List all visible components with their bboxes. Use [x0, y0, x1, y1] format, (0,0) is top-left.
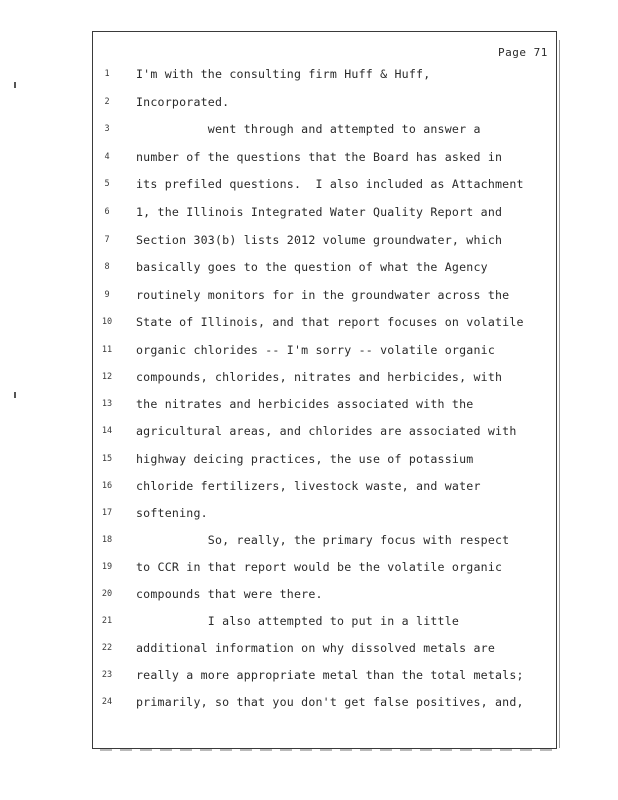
- transcript-line: [0, 665, 618, 685]
- line-text: So, really, the primary focus with respect: [136, 533, 510, 547]
- line-number: 13: [101, 399, 113, 409]
- transcript-line: [0, 557, 618, 577]
- line-text: primarily, so that you don't get false positives, and,: [136, 695, 524, 709]
- line-text: to CCR in that report would be the volatile organic: [136, 560, 503, 574]
- line-number: 20: [101, 589, 113, 599]
- line-number: 21: [101, 616, 113, 626]
- line-number: 11: [101, 345, 113, 355]
- line-text: additional information on why dissolved metals are: [136, 641, 496, 655]
- line-number: 19: [101, 562, 113, 572]
- transcript-line: [0, 147, 618, 167]
- line-text: I also attempted to put in a little: [136, 614, 460, 628]
- line-number: 5: [104, 179, 110, 189]
- line-number: 18: [101, 535, 113, 545]
- line-text: organic chlorides -- I'm sorry -- volatile organic: [136, 343, 496, 357]
- line-text: Incorporated.: [136, 95, 230, 109]
- transcript-line: [0, 638, 618, 658]
- line-number: 10: [101, 317, 113, 327]
- transcript-line: [0, 476, 618, 496]
- line-number: 3: [104, 124, 110, 134]
- page-number: Page 71: [498, 46, 548, 59]
- line-text: chloride fertilizers, livestock waste, and water: [136, 479, 481, 493]
- transcript-line: [0, 119, 618, 139]
- transcript-line: [0, 64, 618, 84]
- transcript-line: [0, 530, 618, 550]
- line-text: softening.: [136, 506, 208, 520]
- line-text: basically goes to the question of what the Agency: [136, 260, 488, 274]
- line-number: 17: [101, 508, 113, 518]
- line-text: its prefiled questions. I also included as Attachment: [136, 177, 524, 191]
- line-number: 15: [101, 454, 113, 464]
- line-text: went through and attempted to answer a: [136, 122, 481, 136]
- line-number: 24: [101, 697, 113, 707]
- line-text: number of the questions that the Board has asked in: [136, 150, 503, 164]
- transcript-line: [0, 449, 618, 469]
- line-number: 2: [104, 97, 110, 107]
- line-number: 6: [104, 207, 110, 217]
- line-number: 22: [101, 643, 113, 653]
- line-text: really a more appropriate metal than the total metals;: [136, 668, 524, 682]
- transcript-line: [0, 394, 618, 414]
- transcript-line: [0, 257, 618, 277]
- line-text: Section 303(b) lists 2012 volume groundwater, which: [136, 233, 503, 247]
- line-number: 14: [101, 426, 113, 436]
- transcript-line: [0, 340, 618, 360]
- transcript-line: [0, 92, 618, 112]
- transcript-line: [0, 202, 618, 222]
- line-text: I'm with the consulting firm Huff & Huff,: [136, 67, 431, 81]
- line-text: compounds, chlorides, nitrates and herbicides, with: [136, 370, 503, 384]
- line-number: 1: [104, 69, 110, 79]
- line-text: the nitrates and herbicides associated with the: [136, 397, 474, 411]
- line-number: 8: [104, 262, 110, 272]
- transcript-line: [0, 367, 618, 387]
- line-text: compounds that were there.: [136, 587, 323, 601]
- transcript-line: [0, 692, 618, 712]
- line-number: 7: [104, 235, 110, 245]
- line-text: State of Illinois, and that report focuses on volatile: [136, 315, 524, 329]
- line-text: 1, the Illinois Integrated Water Quality Report and: [136, 205, 503, 219]
- line-number: 23: [101, 670, 113, 680]
- line-number: 4: [104, 152, 110, 162]
- transcript-line: [0, 230, 618, 250]
- line-number: 16: [101, 481, 113, 491]
- line-number: 9: [104, 290, 110, 300]
- transcript-line: [0, 611, 618, 631]
- transcript-line: [0, 285, 618, 305]
- line-text: routinely monitors for in the groundwater across the: [136, 288, 510, 302]
- line-text: agricultural areas, and chlorides are associated with: [136, 424, 517, 438]
- transcript-line: [0, 421, 618, 441]
- transcript-line: [0, 503, 618, 523]
- line-text: highway deicing practices, the use of potassium: [136, 452, 474, 466]
- transcript-line: [0, 312, 618, 332]
- line-number: 12: [101, 372, 113, 382]
- scan-bottom-edge: [100, 749, 555, 751]
- transcript-line: [0, 174, 618, 194]
- transcript-line: [0, 584, 618, 604]
